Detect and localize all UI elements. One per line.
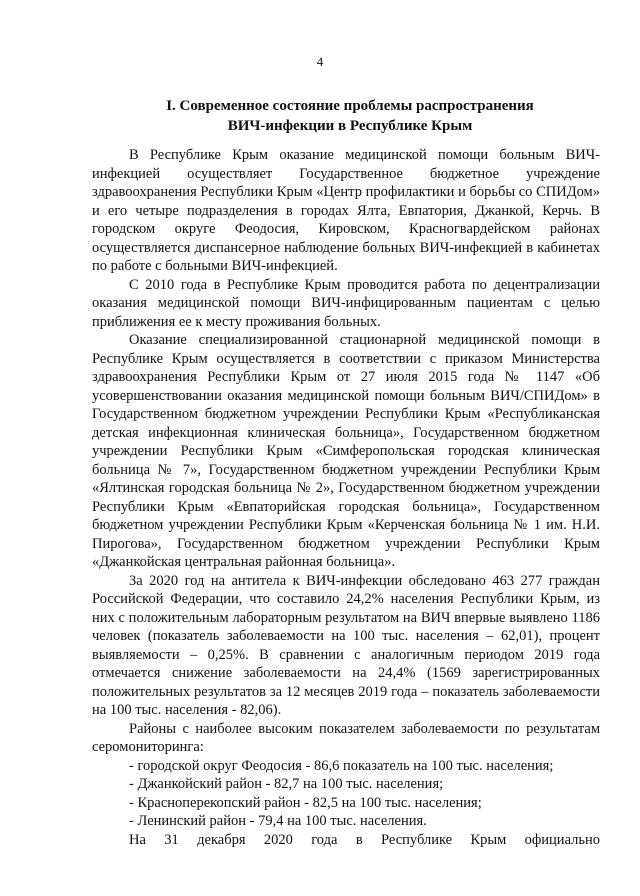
paragraph-inpatient-care: Оказание специализированной стационарной медицинской помощи в Республике Крым осуществляется в соответствии с приказом Министерства здравоохранения Республики Крым от 27 июля 2015 года № 1147 «Об усовершенствовании оказания медицинской помощи больным ВИЧ/СПИДом» в Государственном бюджетном учреждении Республики Крым «Республиканская детская инфекционная клиническая больница», Государственном бюджетном учреждении Республики Крым «Симферопольская городская клиническая больница № 7», Государственном бюджетном учреждении Республики Крым «Ялтинская городская больница № 2», Государственном бюджетном учреждении Республики Крым «Евпаторийская городская больница», Государственном бюджетном учреждении Республики Крым «Керченская больница № 1 им. Н.И. Пирогова», Государственном бюджетном учреждении Республики Крым «Джанкойская центральная районная больница».	[92, 332, 600, 570]
list-item: - Красноперекопский район - 82,5 на 100 тыс. населения;	[129, 794, 600, 813]
list-item: - Джанкойский район - 82,7 на 100 тыс. населения;	[129, 775, 600, 794]
heading-line-2: ВИЧ-инфекции в Республике Крым	[227, 118, 473, 134]
section-heading	[150, 96, 550, 136]
paragraph-decentralization: С 2010 года в Республике Крым проводится работа по децентрализации оказания медицинской помощи ВИЧ-инфицированным пациентам с целью приближения ее к месту проживания больных.	[92, 276, 600, 330]
paragraph-statistics-2020: За 2020 год на антитела к ВИЧ-инфекции обследовано 463 277 граждан Российской Федерации, что составило 24,2% населения Республики Крым, из них с положительным лабораторным результатом на ВИЧ впервые выявлено 1186 человек (показатель заболеваемости на 100 тыс. населения – 62,01), процент выявляемости – 0,25%. В сравнении с аналогичным периодом 2019 года отмечается снижение заболеваемости на 24,4% (1569 зарегистрированных положительных результатов за 12 месяцев 2019 года – показатель заболеваемости на 100 тыс. населения - 82,06).	[92, 572, 600, 718]
paragraph-organization: В Республике Крым оказание медицинской помощи больным ВИЧ-инфекцией осуществляет Государственное бюджетное учреждение здравоохранения Республики Крым «Центр профилактики и борьбы со СПИДом» и его четыре подразделения в городах Ялта, Евпатория, Джанкой, Керчь. В городском округе Феодосия, Кировском, Красногвардейском районах осуществляется диспансерное наблюдение больных ВИЧ-инфекцией в кабинетах по работе с больными ВИЧ-инфекцией.	[92, 147, 600, 274]
page-number: 4	[316, 54, 324, 69]
list-item: - городской округ Феодосия - 86,6 показатель на 100 тыс. населения;	[129, 757, 600, 776]
body-text	[92, 146, 600, 849]
list-item: - Ленинский район - 79,4 на 100 тыс. населения.	[129, 812, 600, 831]
districts-list	[92, 757, 600, 831]
paragraph-districts-intro: Районы с наиболее высоким показателем заболеваемости по результатам серомониторинга:	[92, 720, 600, 755]
heading-line-1: I. Современное состояние проблемы распространения	[166, 98, 534, 114]
paragraph-closing-line: На 31 декабря 2020 года в Республике Крым официально	[129, 831, 600, 848]
